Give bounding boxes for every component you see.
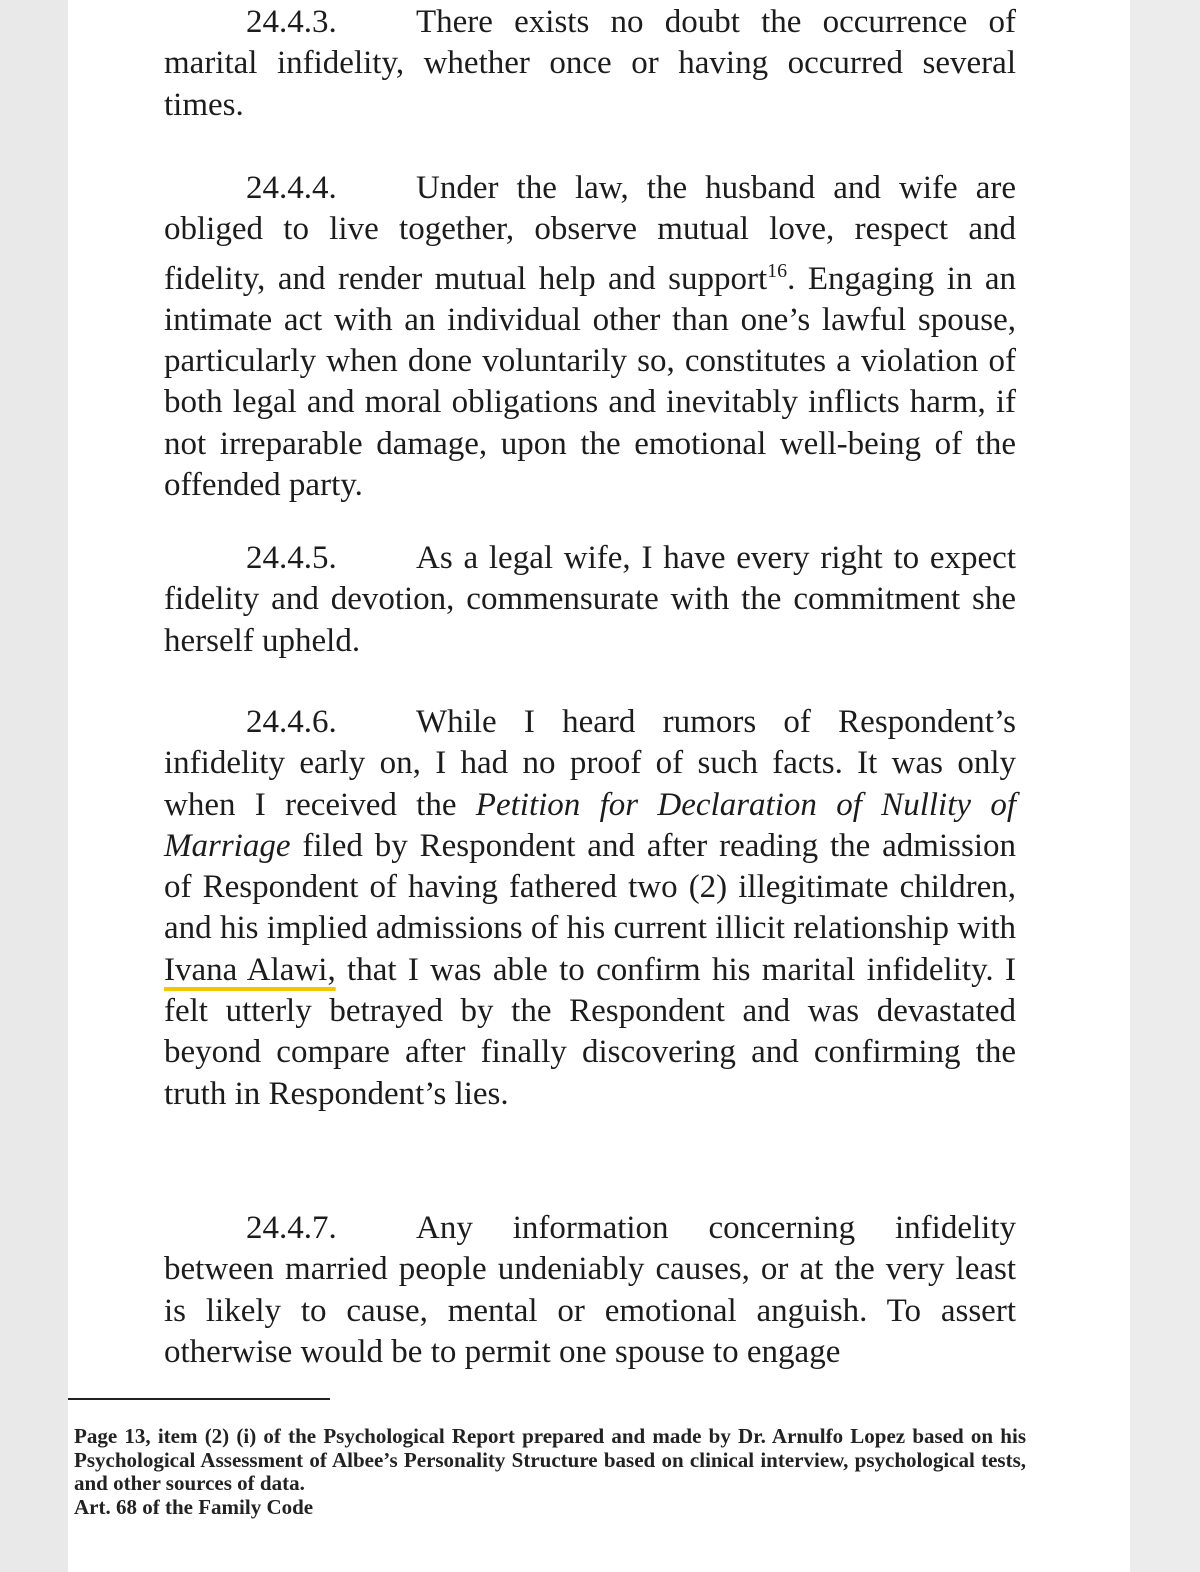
footnote-divider [68, 1398, 330, 1400]
paragraph-text-continued: filed by Respondent and after reading the admission of Respondent of having fathered two (2) illegitimate children, and his implied admissions of his current illicit relationship with [164, 827, 1016, 947]
footnote-16: Art. 68 of the Family Code [74, 1494, 314, 1519]
document-page [68, 0, 1130, 1572]
paragraph-24-4-4 [164, 168, 1016, 506]
footnote-15: Page 13, item (2) (i) of the Psychological Report prepared and made by Dr. Arnulfo Lopez based on his Psychological Assessment of Albee’s Personality Structure based on clinical interview, psychological tests, and other sources of data. [74, 1424, 1026, 1496]
paragraph-number: 24.4.5. [246, 540, 337, 576]
paragraph-number: 24.4.6. [246, 704, 337, 740]
paragraph-24-4-5 [164, 538, 1016, 662]
paragraph-24-4-6 [164, 702, 1016, 1115]
paragraph-text-continued: . Engaging in an intimate act with an individual other than one’s lawful spouse, particularly when done voluntarily so, constitutes a violation of both legal and moral obligations and inevitably inflicts harm, if not irreparable damage, upon the emotional well-being of the offended party. [164, 260, 1016, 504]
footnotes [74, 1425, 1026, 1519]
paragraph-text: There exists no doubt the occurrence of marital infidelity, whether once or having occurred several times. [164, 4, 1016, 123]
paragraph-text: Under the law, the husband and wife are obliged to live together, observe mutual love, respect and fidelity, and render mutual help and support [164, 170, 1016, 297]
page-margin [1130, 0, 1200, 1572]
highlighted-name: Ivana Alawi, [164, 951, 336, 988]
paragraph-24-4-7 [164, 1208, 1016, 1373]
paragraph-24-4-3 [164, 2, 1016, 126]
paragraph-number: 24.4.3. [246, 4, 337, 40]
paragraph-text: While I heard rumors of Respondent’s infidelity early on, I had no proof of such facts. It was only when I received the [164, 704, 1016, 823]
paragraph-text-end: that I was able to confirm his marital infidelity. I felt utterly betrayed by the Respondent and was devastated beyond compare after finally discovering and confirming the truth in Respondent’s lies. [164, 951, 1016, 1112]
paragraph-text: As a legal wife, I have every right to expect fidelity and devotion, commensurate with the commitment she herself upheld. [164, 540, 1016, 659]
paragraph-number: 24.4.4. [246, 170, 337, 206]
petition-title: Petition for Declaration of Nullity of Marriage [164, 786, 1016, 864]
paragraph-text: Any information concerning infidelity between married people undeniably causes, or at the very least is likely to cause, mental or emotional anguish. To assert otherwise would be to permit one spouse to engage [164, 1210, 1016, 1370]
footnote-reference: 16 [767, 259, 788, 282]
paragraph-number: 24.4.7. [246, 1210, 337, 1246]
